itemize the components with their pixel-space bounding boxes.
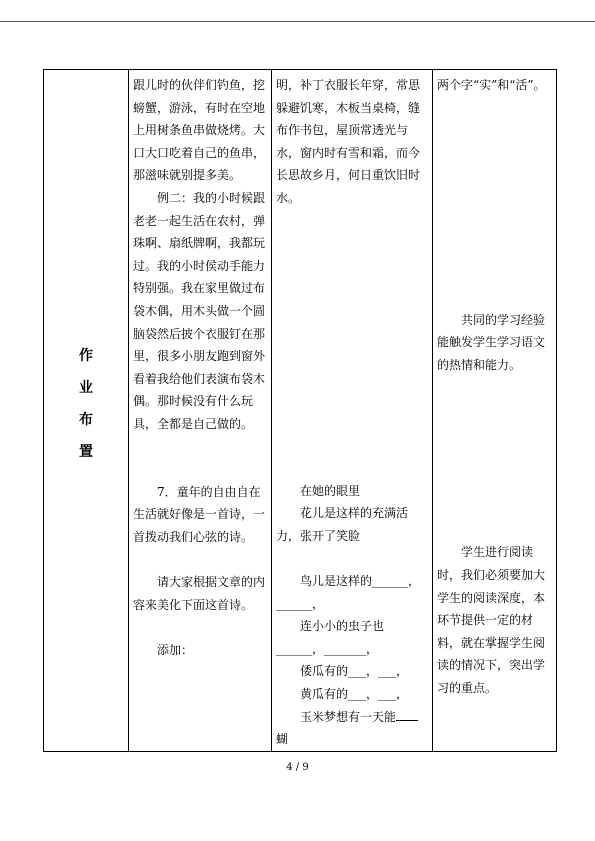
section-label-char: 业 bbox=[79, 380, 93, 396]
section-label-cell bbox=[44, 70, 129, 752]
poem-blank-line: 连小小的虫子也______，_______， bbox=[276, 619, 385, 656]
section-label bbox=[44, 70, 128, 751]
poem-blank-line: 倭瓜有的___，___， bbox=[300, 664, 409, 679]
item-7-paragraph: 7．童年的自由自在生活就好像是一首诗，一首拨动我们心弦的诗。 bbox=[133, 484, 266, 544]
poem-blank-line: 黄瓜有的___，___， bbox=[300, 686, 409, 701]
lesson-table bbox=[43, 69, 557, 752]
intent-paragraph: 学生进行阅读时，我们必须要加大学生的阅读深度，本环节提供一定的材料，就在掌握学生阅读的情况下，突出学习的重点。 bbox=[437, 545, 546, 695]
poem-line-text: 蝴 bbox=[276, 732, 289, 747]
poem-blank-line: 鸟儿是这样的______，______， bbox=[276, 573, 421, 611]
student-activity-cell bbox=[272, 70, 433, 752]
example-two-paragraph: 例二：我的小时候跟老老一起生活在农村，弹珠啊、扇纸牌啊，我都玩过。我的小时侯动手能力特别强。我在家里做过布袋木偶，用木头做一个圆脑袋然后披个衣服钉在那里，很多小朋友跑到窗外看着我给他们表演布袋木偶。那时候没有什么玩具，全都是自己做的。 bbox=[133, 190, 266, 431]
example-paragraph: 跟儿时的伙伴们钓鱼，挖螃蟹，游泳，有时在空地上用树条鱼串做烧烤。大口大口吃着自己的鱼串，那滋味就别提多美。 bbox=[133, 78, 266, 183]
table-row bbox=[44, 70, 557, 752]
poem-line: 在她的眼里 bbox=[300, 483, 361, 498]
page-number: 4 / 9 bbox=[286, 762, 309, 773]
section-label-char: 置 bbox=[79, 444, 93, 460]
fill-blank bbox=[396, 710, 418, 721]
section-label-char: 作 bbox=[79, 348, 93, 364]
header-rule bbox=[0, 21, 595, 22]
intent-paragraph: 两个字“实”和“活”。 bbox=[437, 78, 546, 92]
design-intent-text bbox=[433, 70, 556, 700]
instruction-paragraph: 请大家根据文章的内容来美化下面这首诗。 bbox=[133, 575, 266, 612]
add-label: 添加： bbox=[157, 642, 194, 657]
poem-line: 花儿是这样的充满活力，张开了笑脸 bbox=[276, 506, 409, 543]
poem-intro-paragraph: 明，补丁衣服长年穿，常思躲避饥寒，木板当桌椅，缝布作书包，屋顶常透光与水，窗内时有雪和霜，而今长思故乡月，何日重饮旧时水。 bbox=[276, 78, 421, 205]
intent-paragraph: 共同的学习经验能触发学生学习语文的热情和能力。 bbox=[437, 312, 546, 372]
teacher-activity-text bbox=[129, 70, 271, 661]
design-intent-cell bbox=[433, 70, 557, 752]
poem-line-text: 玉米梦想有一天能 bbox=[300, 709, 397, 724]
teacher-activity-cell bbox=[129, 70, 272, 752]
student-activity-text bbox=[272, 70, 432, 751]
section-label-char: 布 bbox=[79, 412, 93, 428]
poem-blank-line bbox=[276, 706, 427, 751]
